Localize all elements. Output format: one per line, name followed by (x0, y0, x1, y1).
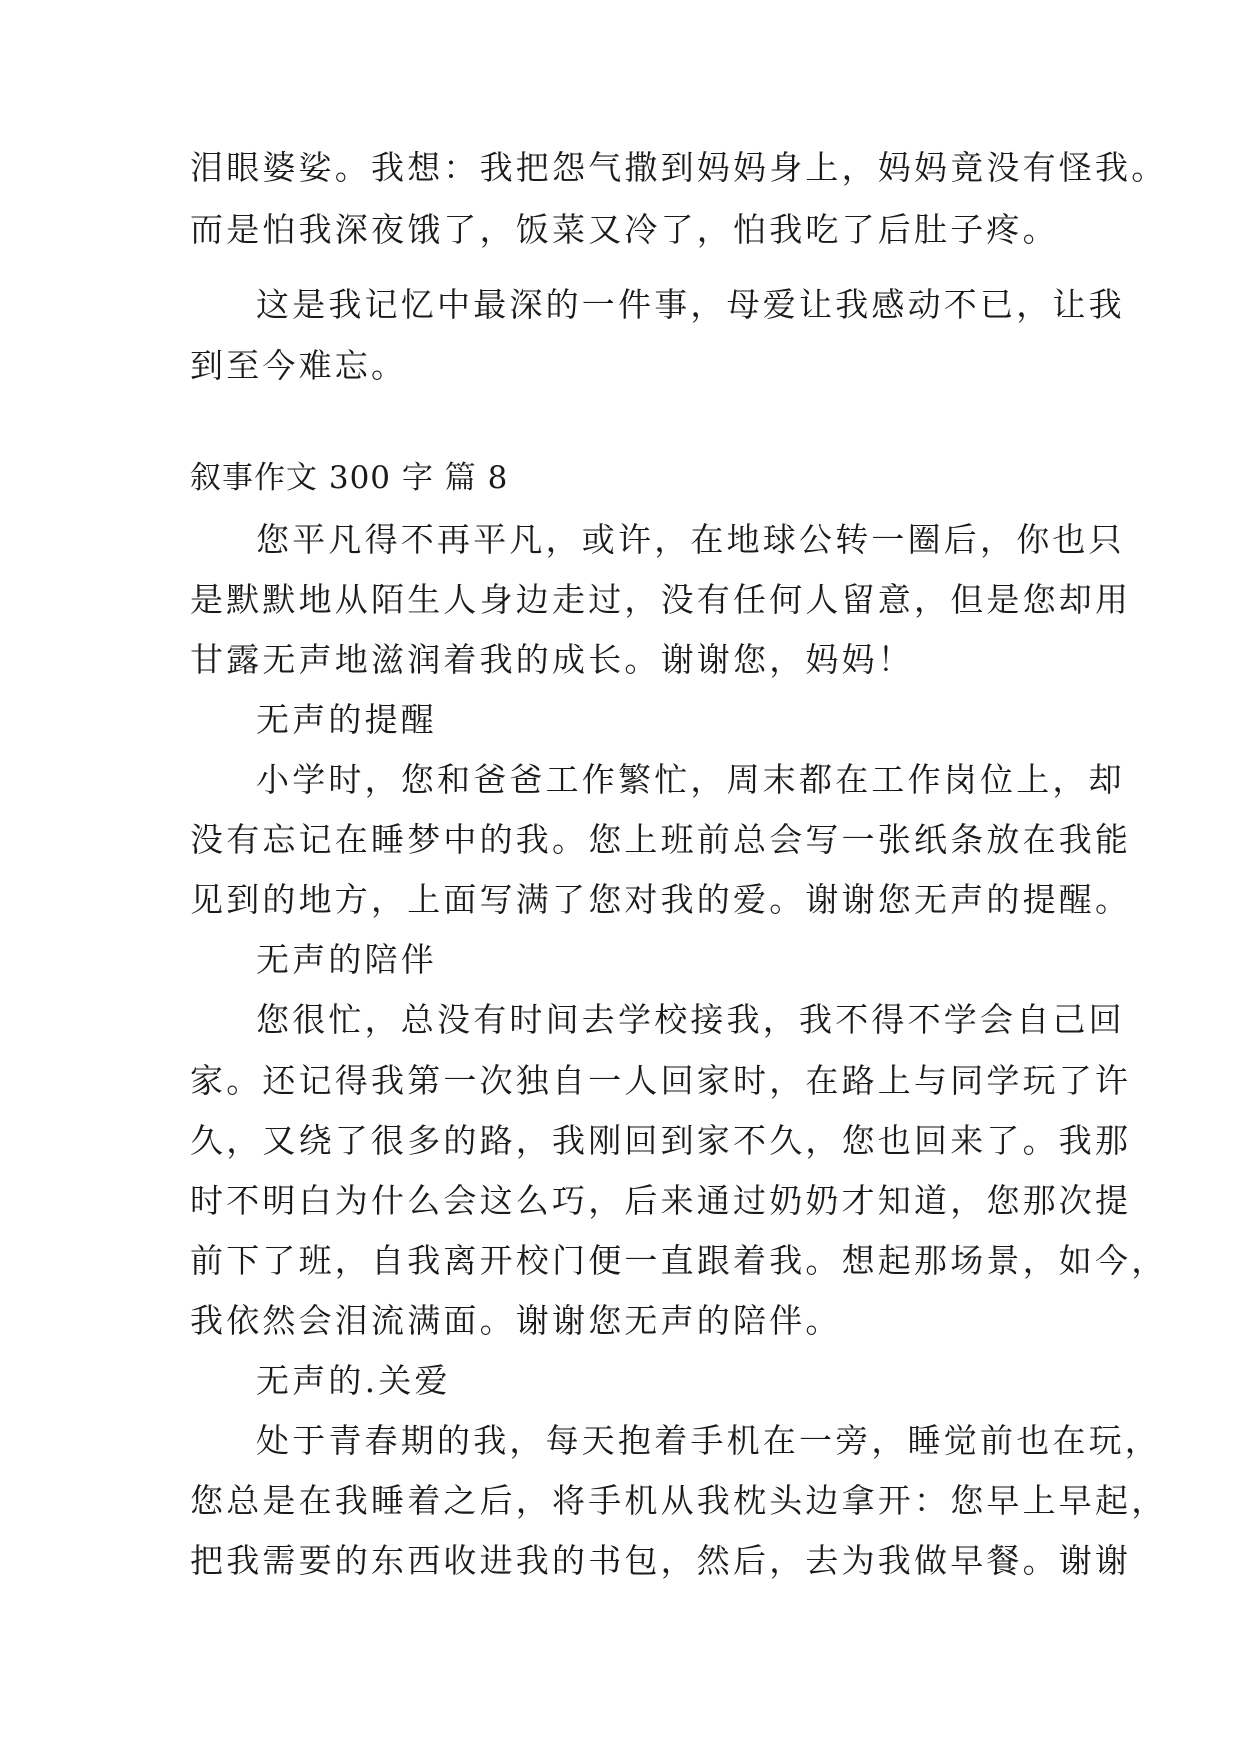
paragraph-line: 而是怕我深夜饿了，饭菜又冷了，怕我吃了后肚子疼。 (190, 210, 1059, 249)
subheading: 无声的.关爱 (256, 1361, 451, 1400)
paragraph-line: 到至今难忘。 (190, 346, 408, 385)
paragraph-line: 您很忙，总没有时间去学校接我，我不得不学会自己回 (256, 1000, 1125, 1039)
subheading: 无声的陪伴 (256, 940, 437, 979)
subheading: 无声的提醒 (256, 700, 437, 739)
paragraph-line: 您平凡得不再平凡，或许，在地球公转一圈后，你也只 (256, 520, 1125, 559)
paragraph-line: 小学时，您和爸爸工作繁忙，周末都在工作岗位上，却 (256, 760, 1125, 799)
paragraph-line: 家。还记得我第一次独自一人回家时，在路上与同学玩了许 (190, 1061, 1132, 1100)
paragraph-line: 前下了班，自我离开校门便一直跟着我。想起那场景，如今， (190, 1241, 1168, 1280)
paragraph-line: 时不明白为什么会这么巧，后来通过奶奶才知道，您那次提 (190, 1181, 1132, 1220)
section-heading: 叙事作文 300 字 篇 8 (190, 460, 509, 496)
paragraph-line: 见到的地方，上面写满了您对我的爱。谢谢您无声的提醒。 (190, 880, 1132, 919)
paragraph-line: 这是我记忆中最深的一件事，母爱让我感动不已，让我 (256, 285, 1125, 324)
paragraph-line: 泪眼婆娑。我想：我把怨气撒到妈妈身上，妈妈竟没有怪我。 (190, 148, 1168, 187)
paragraph-line: 是默默地从陌生人身边走过，没有任何人留意，但是您却用 (190, 580, 1132, 619)
paragraph-line: 久，又绕了很多的路，我刚回到家不久，您也回来了。我那 (190, 1121, 1132, 1160)
paragraph-line: 没有忘记在睡梦中的我。您上班前总会写一张纸条放在我能 (190, 820, 1132, 859)
paragraph-line: 把我需要的东西收进我的书包，然后，去为我做早餐。谢谢 (190, 1541, 1132, 1580)
paragraph-line: 处于青春期的我，每天抱着手机在一旁，睡觉前也在玩， (256, 1421, 1161, 1460)
paragraph-line: 您总是在我睡着之后，将手机从我枕头边拿开：您早上早起， (190, 1481, 1168, 1520)
paragraph-line: 甘露无声地滋润着我的成长。谢谢您，妈妈！ (190, 640, 914, 679)
paragraph-line: 我依然会泪流满面。谢谢您无声的陪伴。 (190, 1301, 842, 1340)
